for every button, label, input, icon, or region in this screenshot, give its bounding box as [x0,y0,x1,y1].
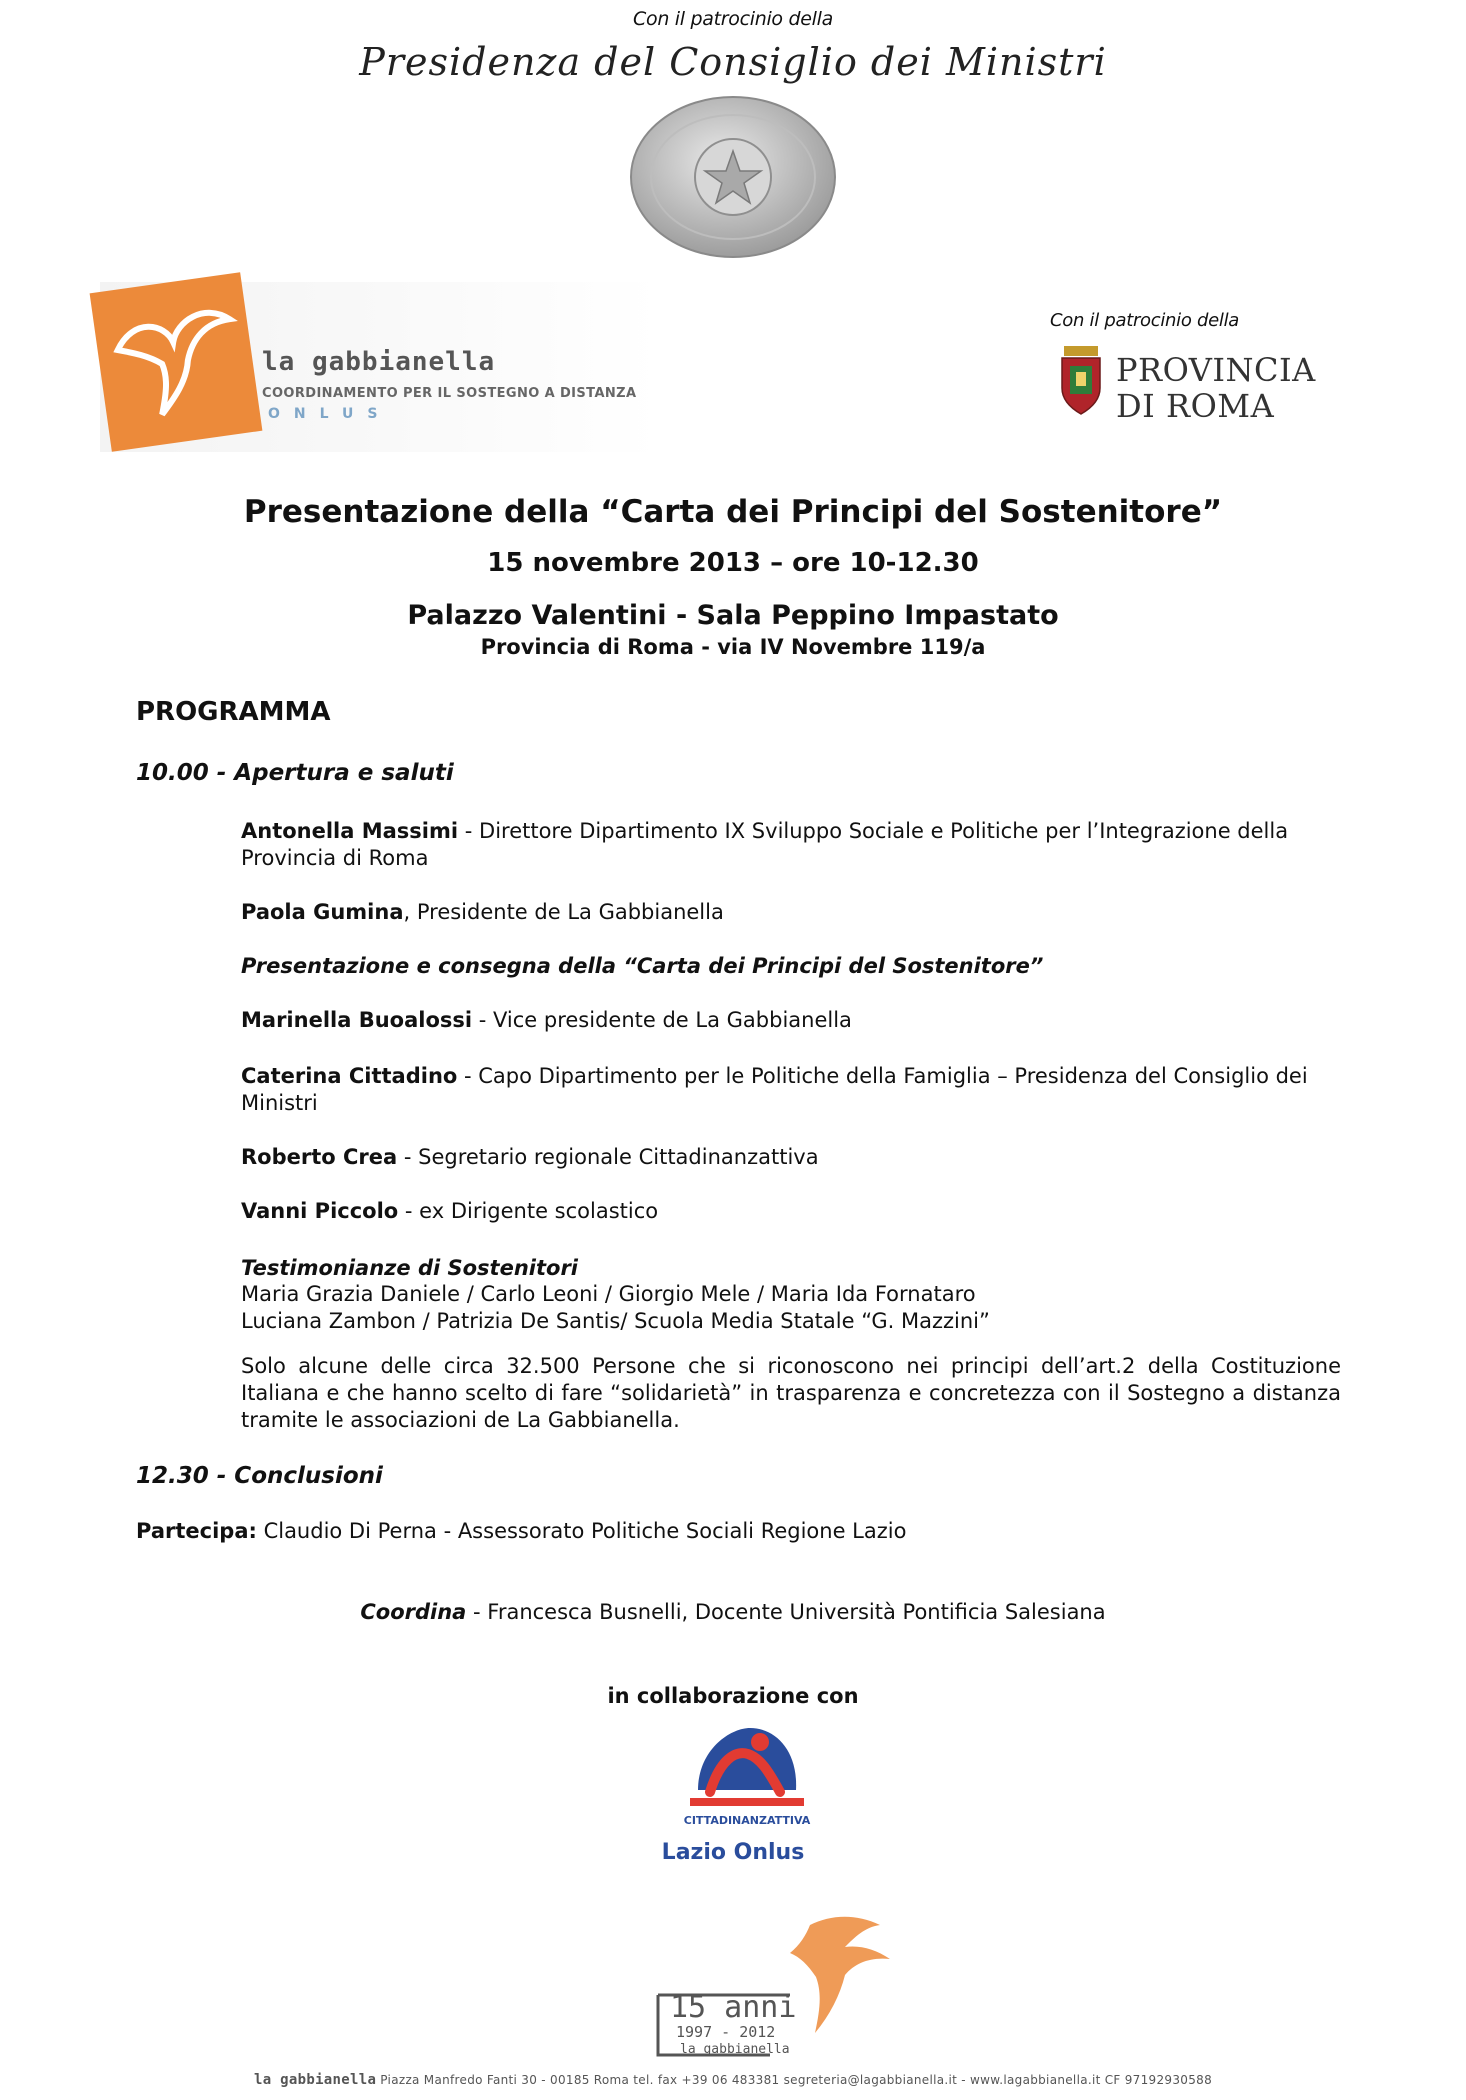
anniversary-line2: 1997 - 2012 [676,2023,776,2041]
speaker-role: - Direttore Dipartimento IX Sviluppo Sociale e Politiche per l’Integrazione della Provincia di Roma [241,819,1289,870]
program-item [241,818,1341,872]
speaker-name: Roberto Crea [241,1145,398,1169]
testimonianze-names [241,1281,1341,1335]
testimonianze-line1: Maria Grazia Daniele / Carlo Leoni / Giorgio Mele / Maria Ida Fornataro [241,1282,976,1306]
program-item [241,1198,1341,1225]
presidenza-logotype: Presidenza del Consiglio dei Ministri [359,40,1107,84]
event-venue: Palazzo Valentini - Sala Peppino Impastato [407,600,1059,631]
provincia-name [1116,352,1316,424]
event-date: 15 novembre 2013 – ore 10-12.30 [487,548,979,578]
cittadinanzattiva-wordmark: CITTADINANZATTIVA [683,1814,811,1827]
patronage-top-label: Con il patrocinio della [633,8,833,30]
gabbianella-onlus: ONLUS [268,406,392,422]
speaker-name: Paola Gumina [241,900,404,924]
program-item [241,1144,1341,1171]
footer [0,2072,1466,2088]
gabbianella-logo [100,282,660,452]
program-item [241,1007,1341,1034]
partecipa-line [136,1519,906,1543]
lazio-onlus-label: Lazio Onlus [661,1840,805,1865]
solo-paragraph: Solo alcune delle circa 32.500 Persone che si riconoscono nei principi dell’art.2 della Costituzione Italiana e che hanno scelto di fare “solidarietà” in trasparenza e concretezza con il Sostegno a distanza tramite le associazioni de La Gabbianella. [241,1354,1341,1432]
program-item [241,1063,1341,1117]
speaker-role: - ex Dirigente scolastico [398,1199,659,1223]
speaker-name: Caterina Cittadino [241,1064,458,1088]
speaker-name: Marinella Buoalossi [241,1008,473,1032]
cittadinanzattiva-logo [680,1720,814,1832]
speaker-name: Vanni Piccolo [241,1199,399,1223]
footer-brand: la gabbianella [253,2072,377,2088]
speaker-role: - Capo Dipartimento per le Politiche della Famiglia – Presidenza del Consiglio dei Ministri [241,1064,1308,1115]
section-time-conclusioni: 12.30 - Conclusioni [136,1463,383,1489]
patronage-right-label: Con il patrocinio della [1050,310,1240,331]
gabbianella-subtitle: COORDINAMENTO PER IL SOSTEGNO A DISTANZA [262,386,637,401]
coordina-text: - Francesca Busnelli, Docente Università Pontificia Salesiana [466,1600,1106,1624]
speaker-role: - Segretario regionale Cittadinanzattiva [397,1145,819,1169]
seagull-icon [90,272,263,452]
partecipa-text: Claudio Di Perna - Assessorato Politiche Sociali Regione Lazio [256,1519,907,1543]
anniversary-line3: la gabbianella [680,2042,790,2057]
state-seal-icon [628,95,838,259]
gabbianella-name: la gabbianella [262,347,496,377]
footer-text: Piazza Manfredo Fanti 30 - 00185 Roma tel. fax +39 06 483381 segreteria@lagabbianella.it - www.lagabbianella.it CF 97192930588 [376,2073,1213,2087]
speaker-role: , Presidente de La Gabbianella [403,900,724,924]
programma-heading: PROGRAMMA [136,697,331,727]
anniversary-stamp [640,1915,910,2065]
speaker-name: Antonella Massimi [241,819,459,843]
provincia-line2: DI ROMA [1116,387,1275,425]
collaborazione-label: in collaborazione con [607,1684,859,1708]
program-presentazione: Presentazione e consegna della “Carta dei Principi del Sostenitore” [241,954,1044,978]
coordina-line [0,1600,1466,1624]
section-time-apertura: 10.00 - Apertura e saluti [136,760,454,786]
testimonianze-title: Testimonianze di Sostenitori [241,1256,578,1280]
provincia-crest-icon [1058,344,1104,416]
provincia-line1: PROVINCIA [1116,351,1316,389]
testimonianze-line2: Luciana Zambon / Patrizia De Santis/ Scuola Media Statale “G. Mazzini” [241,1309,990,1333]
event-title: Presentazione della “Carta dei Principi del Sostenitore” [243,494,1223,530]
anniversary-line1: 15 anni [670,1990,797,2025]
partecipa-label: Partecipa: [136,1519,257,1543]
event-address: Provincia di Roma - via IV Novembre 119/a [480,635,986,659]
program-item [241,899,1341,926]
coordina-label: Coordina [360,1600,467,1624]
gabbianella-mark [90,272,263,452]
speaker-role: - Vice presidente de La Gabbianella [472,1008,852,1032]
